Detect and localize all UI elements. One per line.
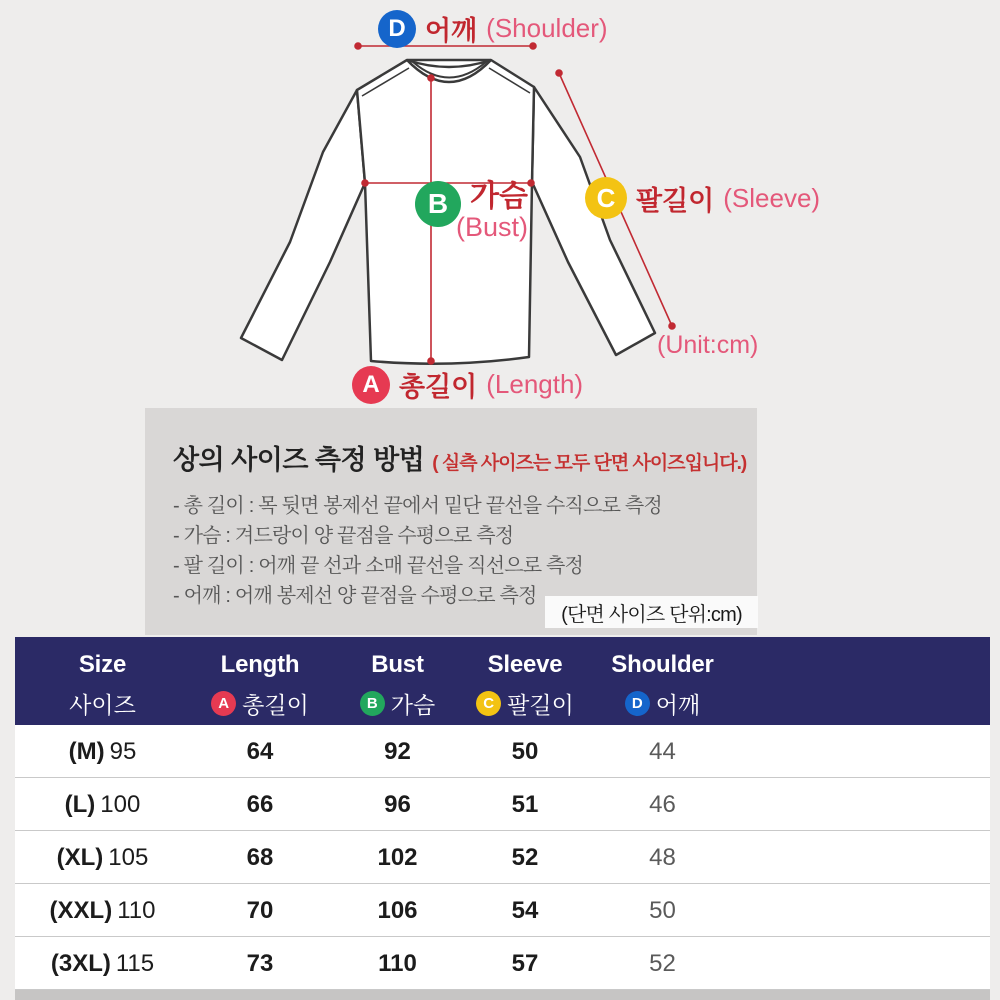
table-row-xl (15, 831, 990, 884)
guide-line-bust: - 가슴 : 겨드랑이 양 끝점을 수평으로 측정 (173, 525, 514, 547)
size-value: 95 (109, 737, 137, 765)
cell-sleeve: 57 (511, 949, 539, 977)
cell-shoulder: 46 (649, 790, 676, 818)
cell-sleeve: 54 (511, 896, 539, 924)
col-header-shoulder-en: Shoulder (611, 651, 714, 678)
cell-sleeve: 51 (511, 790, 539, 818)
cell-shoulder: 48 (649, 843, 676, 871)
guide-line-length: - 총 길이 : 목 뒷면 봉제선 끝에서 밑단 끝선을 수직으로 측정 (173, 495, 662, 517)
label-sleeve-ko: 팔길이 (636, 185, 715, 216)
col-header-size-en: Size (78, 651, 127, 678)
cell-length: 66 (246, 790, 274, 818)
col-header-bust-en: Bust (371, 651, 424, 678)
cell-bust: 92 (384, 737, 411, 765)
size-value: 115 (115, 949, 155, 977)
col-header-length-en: Length (220, 651, 300, 678)
length-badge: A (352, 366, 390, 404)
label-shoulder-en: (Shoulder) (486, 13, 608, 43)
left-sleeve (241, 90, 365, 360)
cell-size (15, 884, 190, 937)
col-header-length-ko: 총길이 (242, 692, 309, 718)
cell-bust: 106 (377, 896, 418, 924)
shoulder-badge: D (378, 10, 416, 48)
bust-badge: B (415, 181, 461, 227)
cell-bust: 96 (384, 790, 411, 818)
size-value: 105 (108, 843, 149, 871)
cell-length: 73 (246, 949, 274, 977)
col-header-size (15, 637, 190, 725)
cell-size (15, 937, 190, 990)
col-header-size-ko: 사이즈 (69, 692, 136, 718)
size-label: (M) (68, 737, 105, 765)
size-table-header (15, 637, 990, 725)
cell-shoulder: 50 (649, 896, 676, 924)
table-row-m (15, 725, 990, 778)
cell-length: 68 (246, 843, 274, 871)
label-shoulder-ko: 어깨 (425, 16, 478, 46)
col-header-sleeve-ko: 팔길이 (507, 692, 574, 718)
label-bust-en: (Bust) (456, 211, 529, 242)
cell-size (15, 778, 190, 831)
label-length (352, 365, 583, 404)
size-label: (XL) (56, 843, 104, 871)
cell-size (15, 725, 190, 778)
table-row-l (15, 778, 990, 831)
badge-a-icon: A (211, 691, 236, 716)
label-length-en: (Length) (486, 369, 584, 399)
badge-b-icon: B (360, 691, 385, 716)
cell-length: 70 (246, 896, 274, 924)
cell-bust: 102 (377, 843, 418, 871)
size-label: (3XL) (50, 949, 111, 977)
sleeve-badge: C (585, 177, 627, 219)
badge-d-icon: D (625, 691, 650, 716)
table-row-xxl (15, 884, 990, 937)
col-header-sleeve (465, 637, 585, 725)
label-bust (415, 181, 528, 241)
table-row-3xl (15, 937, 990, 990)
cell-shoulder: 52 (649, 949, 676, 977)
cell-length: 64 (246, 737, 274, 765)
col-header-bust-ko: 가슴 (390, 692, 436, 718)
size-label: (XXL) (49, 896, 113, 924)
shirt-measure-diagram (0, 0, 1000, 408)
label-sleeve-en: (Sleeve) (723, 182, 821, 213)
size-value: 110 (117, 896, 156, 924)
col-header-bust (330, 637, 465, 725)
diagram-unit-label: (Unit:cm) (657, 331, 759, 359)
guide-title: 상의 사이즈 측정 방법 (173, 445, 425, 475)
col-header-shoulder (585, 637, 740, 725)
size-value: 100 (100, 790, 141, 818)
guide-line-shoulder: - 어깨 : 어깨 봉제선 양 끝점을 수평으로 측정 (173, 585, 537, 607)
size-label: (L) (64, 790, 96, 818)
label-length-ko: 총길이 (399, 372, 478, 402)
label-shoulder (378, 9, 608, 48)
col-header-length (190, 637, 330, 725)
table-unit-note: (단면 사이즈 단위:cm) (545, 596, 758, 628)
bottom-band (15, 990, 990, 1000)
cell-size (15, 831, 190, 884)
badge-c-icon: C (476, 691, 501, 716)
guide-lines (173, 491, 757, 611)
size-table-body (15, 725, 990, 990)
guide-line-sleeve: - 팔 길이 : 어깨 끝 선과 소매 끝선을 직선으로 측정 (173, 555, 584, 577)
col-header-shoulder-ko: 어깨 (655, 692, 701, 718)
cell-sleeve: 52 (511, 843, 539, 871)
cell-sleeve: 50 (511, 737, 539, 765)
col-header-sleeve-en: Sleeve (487, 651, 563, 678)
guide-title-note: ( 실측 사이즈는 모두 단면 사이즈입니다.) (432, 453, 747, 474)
right-sleeve (532, 87, 655, 355)
label-sleeve (585, 177, 820, 219)
cell-shoulder: 44 (649, 737, 676, 765)
cell-bust: 110 (378, 949, 417, 977)
label-bust-ko: 가슴 (470, 180, 528, 213)
guide-title-row (173, 438, 757, 477)
